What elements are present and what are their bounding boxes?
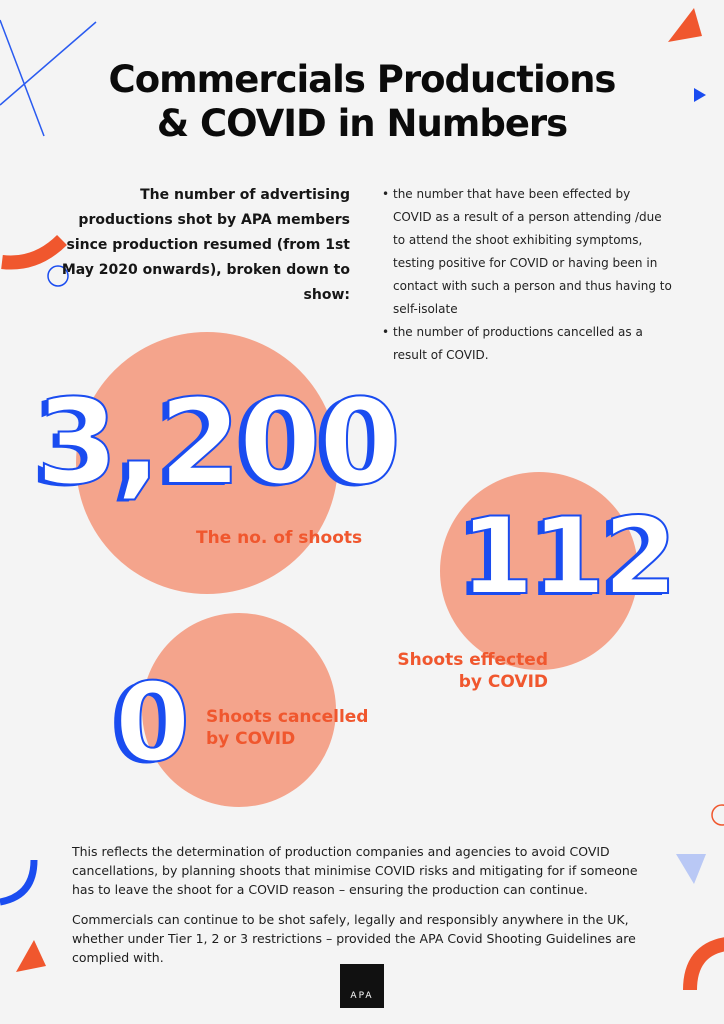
- cancelled-count: 0: [115, 661, 189, 786]
- intro-text: The number of advertising productions shot by APA members since production resumed (from 1st May 2020 onwards), broken down to show:: [61, 187, 350, 303]
- cancelled-label: [206, 706, 368, 750]
- shoots-count: 3,200: [36, 373, 400, 511]
- blue-arc-decoration: [0, 860, 34, 902]
- orange-circle-decoration: [712, 805, 724, 825]
- cancelled-label-line-1: Shoots cancelled: [206, 707, 369, 727]
- page-title: [0, 58, 724, 146]
- effected-label-line-2: by COVID: [458, 672, 548, 692]
- effected-count: 112: [460, 495, 676, 618]
- lightblue-triangle-decoration: [676, 854, 706, 884]
- bullet-list: [382, 183, 672, 367]
- orange-arc-decoration: [690, 944, 724, 990]
- title-line-2: & COVID in Numbers: [156, 102, 568, 145]
- effected-label-line-1: Shoots effected: [397, 650, 548, 670]
- paragraph-determination: This reflects the determination of production companies and agencies to avoid COVID cancellations, by planning shoots that minimise COVID risks and mitigating for if someone has to leave the shoot for a COVID reason – ensuring the production can continue.: [72, 844, 638, 897]
- apa-logo: [340, 964, 384, 1008]
- bullet-item: • the number of productions cancelled as a result of COVID.: [382, 321, 672, 367]
- orange-arc-decoration: [2, 240, 62, 263]
- orange-triangle-decoration: [16, 940, 46, 972]
- effected-label: [380, 649, 548, 693]
- shoots-label: The no. of shoots: [196, 528, 363, 548]
- title-line-1: Commercials Productions: [108, 58, 616, 101]
- orange-triangle-decoration: [668, 8, 702, 42]
- cancelled-label-line-2: by COVID: [206, 729, 296, 749]
- bullet-item: • the number that have been effected by COVID as a result of a person attending /due to attend the shoot exhibiting symptoms, testing positive for COVID or having been in contact with such a person and thus having to self-isolate: [382, 183, 672, 321]
- paragraph-guidelines: Commercials can continue to be shot safely, legally and responsibly anywhere in the UK, whether under Tier 1, 2 or 3 restrictions – provided the APA Covid Shooting Guidelines are complied with.: [72, 912, 636, 965]
- apa-logo-text: APA: [350, 991, 374, 1001]
